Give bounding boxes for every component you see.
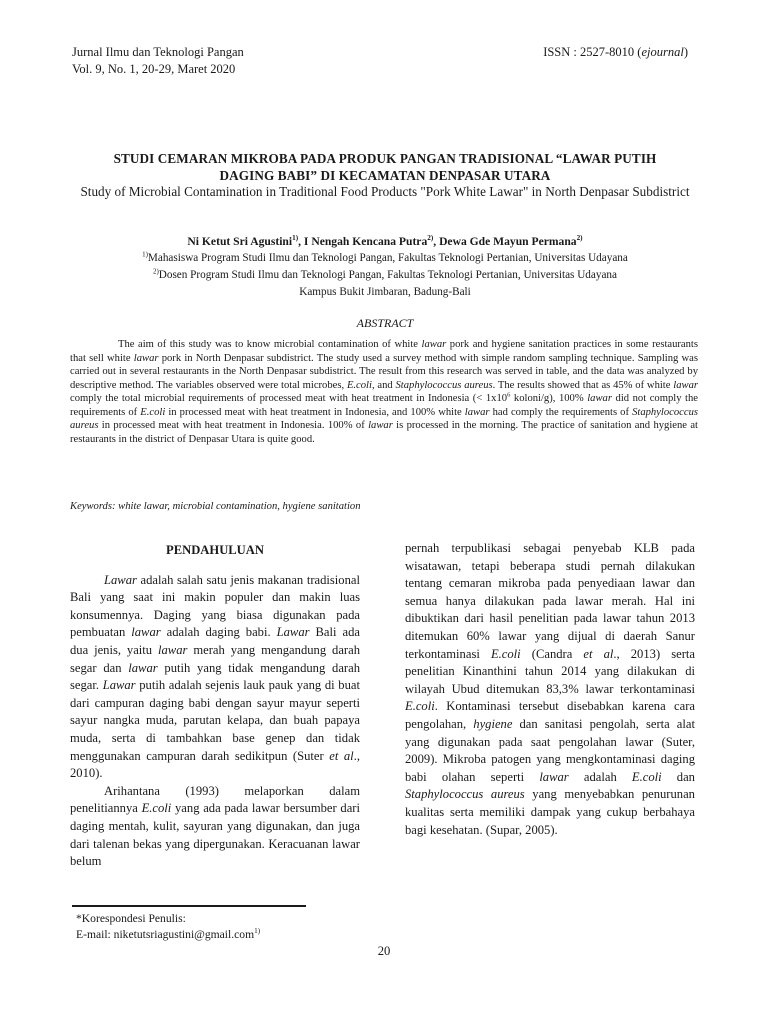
journal-name: Jurnal Ilmu dan Teknologi Pangan [72,45,244,59]
affiliation-2 [70,267,700,283]
footnote-divider [72,905,306,907]
paper-title [70,150,700,184]
title-line-1: STUDI CEMARAN MIKROBA PADA PRODUK PANGAN TRADISIONAL “LAWAR PUTIH [113,151,657,166]
author-list: Ni Ketut Sri Agustini$^{1)}$, I Nengah Kencana Putra$^{2)}$, Dewa Gde Mayun Permana$^{2)}$ [187,234,583,248]
footnote [76,911,260,943]
title-line-2: DAGING BABI” DI KECAMATAN DENPASAR UTARA [219,168,551,183]
author-1-mark: 1) [292,234,299,243]
right-column [405,540,695,839]
author-2-mark: 2) [427,234,434,243]
keywords: Keywords: white lawar, microbial contamination, hygiene sanitation [70,501,361,512]
paragraph: Arihantana (1993) melaporkan dalam penelitiannya E.coli yang ada pada lawar bersumber dari daging mentah, kulit, sayuran yang digunakan, dan juga dari talenan bekas yang dipergunakan. Keracuanan lawar belum [70,783,360,869]
issn: ISSN : 2527-8010 [543,45,635,59]
paragraph: pernah terpublikasi sebagai penyebab KLB pada wisatawan, tetapi beberapa studi pernah dilakukan tentang cemaran mikroba pada penyediaan lawar dan semua hanya dilakukan pada lawar merah. Hal ini dibuktikan dari hasil penelitian pada lawar tahun 2013 ditemukan 60% lawar yang dijual di daerah Sanur terkontaminasi E.coli (Candra et al., 2013) serta penelitian Kinanthini tahun 2014 yang dilakukan di wilayah Ubud ditemukan 83,3% lawar terkontaminasi E.coli. Kontaminasi tersebut disebabkan karena cara pengolahan, hygiene dan sanitasi pengolah, serta alat yang digunakan pada saat pengolahan lawar (Suter, 2009). Mikroba patogen yang mengkontaminasi daging babi olahan seperti lawar adalah E.coli dan Staphylococcus aureus yang menyebabkan penurunan kualitas serta memiliki dampak yang cukup berbahaya bagi kesehatan. (Supar, 2005). [405,541,695,837]
footnote-email: E-mail: niketutsriagustini@gmail.com$^{1)}$ [76,927,261,941]
author-2: I Nengah Kencana Putra [303,235,428,248]
paragraph: Lawar adalah salah satu jenis makanan tradisional Bali yang saat ini makin populer dan makin luas konsumennya. Daging yang biasa digunakan pada pembuatan lawar adalah daging babi. Lawar Bali ada dua jenis, yaitu lawar merah yang mengandung darah segar dan lawar putih yang tidak mengandung darah segar. Lawar putih adalah sejenis lauk pauk yang di buat dari campuran daging babi dengan sayur mayur seperti sayur nangka muda, parutan kelapa, dan buah papaya muda, serta di tambahkan base genep dan tidak menggunakan campuran darah sedikitpun (Suter et al., 2010). [70,572,361,781]
ejournal-label: ejournal [641,45,684,59]
author-3-mark: 2) [576,234,583,243]
section-heading: PENDAHULUAN [166,543,264,557]
journal-header [72,44,244,78]
affiliation-2-mark: 2) [153,267,159,276]
volume-info: Vol. 9, No. 1, 20-29, Maret 2020 [72,62,236,76]
affiliation-1-text: Mahasiswa Program Studi Ilmu dan Teknologi Pangan, Fakultas Teknologi Pertanian, Universitas Udayana [147,252,628,264]
campus-address: Kampus Bukit Jimbaran, Badung-Bali [299,286,471,298]
issn-header: ISSN : 2527-8010 (ejournal) [543,45,688,59]
left-column [70,540,360,871]
page-number: 20 [377,944,391,958]
author-1: Ni Ketut Sri Agustini [187,235,293,248]
author-3: Dewa Gde Mayun Permana [439,235,577,248]
english-title: Study of Microbial Contamination in Traditional Food Products "Pork White Lawar" in North Denpasar Subdistrict [80,184,690,199]
affiliation-1-mark: 1) [142,250,148,259]
affiliation-2-text: Dosen Program Studi Ilmu dan Teknologi Pangan, Fakultas Teknologi Pertanian, Universitas Udayana [158,269,617,281]
affiliation-1 [70,250,700,266]
footnote-label: *Korespondesi Penulis: [76,912,186,925]
abstract-heading: ABSTRACT [356,316,414,330]
abstract-body: The aim of this study was to know microbial contamination of white lawar pork and hygiene sanitation practices in some restaurants that sell white lawar pork in North Denpasar subdistrict. The study used a survey method with simple random sampling technique. Sampling was carried out in several restaurants in the North Denpasar subdistrict. The result from this research was served in table, and the data was analyzed by descriptive method. The variables observed were total microbes, E.coli, and Staphylococcus aureus. The results showed that as 45% of white lawar comply the total microbial requirements of processed meat with heat treatment in Indonesia (< $1x10^6$ koloni/g), 100% lawar did not comply the requirements of E.coli in processed meat with heat treatment in Indonesia, and 100% white lawar had comply the requirements of Staphylococcus aureus in processed meat with heat treatment in Indonesia. 100% of lawar is processed in the morning. The practice of sanitation and hygiene at restaurants in the district of Denpasar Utara is quite good. [70,339,698,445]
